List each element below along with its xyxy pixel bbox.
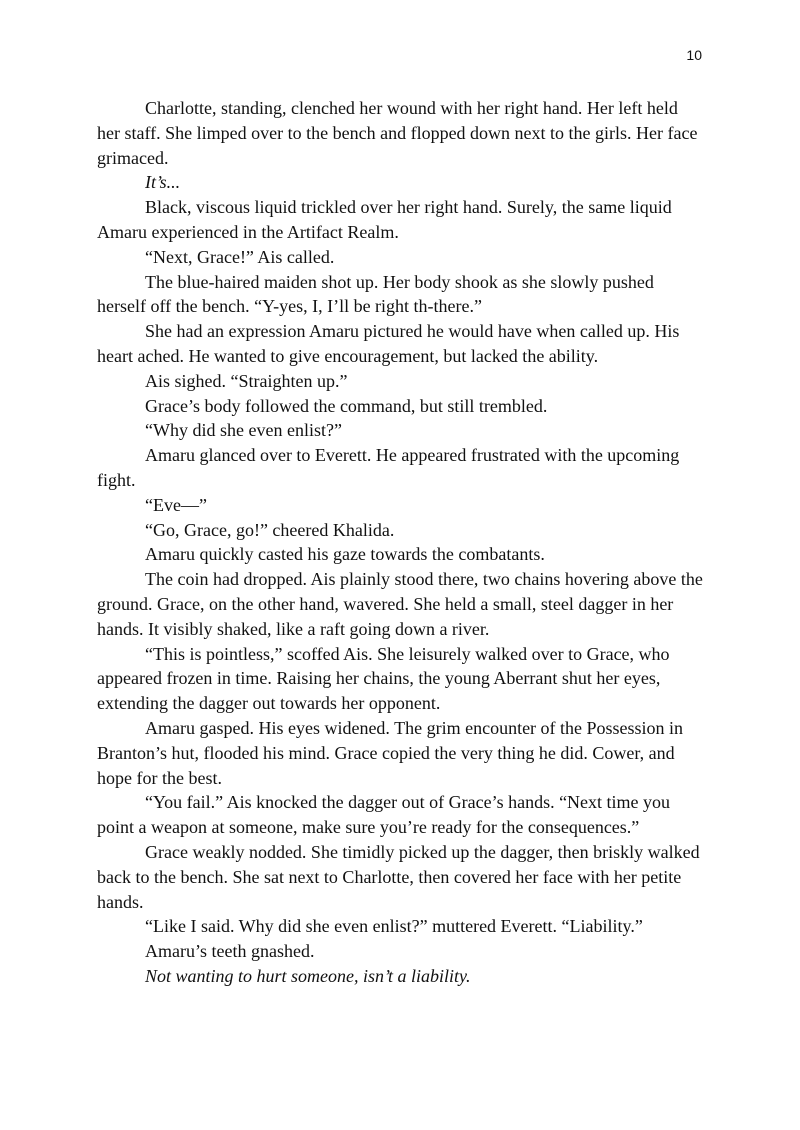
- paragraph: Amaru glanced over to Everett. He appeared frustrated with the upcoming fight.: [97, 445, 680, 490]
- paragraph: It’s...: [145, 172, 181, 193]
- paragraph: “Go, Grace, go!” cheered Khalida.: [145, 519, 395, 540]
- paragraph: “You fail.” Ais knocked the dagger out of Grace’s hands. “Next time you point a weapon at someone, make sure you’re ready for the consequences.”: [97, 792, 671, 838]
- paragraph: “This is pointless,” scoffed Ais. She leisurely walked over to Grace, who appeared frozen in time. Raising her chains, the young Aberrant shut her eyes, extending the dagger out towards her opponent.: [97, 643, 670, 714]
- paragraph: She had an expression Amaru pictured he would have when called up. His heart ached. He wanted to give encouragement, but lacked the ability.: [97, 321, 680, 366]
- paragraph: The coin had dropped. Ais plainly stood there, two chains hovering above the ground. Grace, on the other hand, wavered. She held a small, steel dagger in her hands. It visibly shaked, like a raft going down a river.: [97, 569, 703, 639]
- paragraph: “Next, Grace!” Ais called.: [145, 246, 335, 267]
- paragraph: Black, viscous liquid trickled over her right hand. Surely, the same liquid Amaru experienced in the Artifact Realm.: [97, 197, 672, 242]
- paragraph: “Eve—”: [145, 494, 207, 515]
- page-number: 10: [686, 47, 702, 63]
- paragraph: The blue-haired maiden shot up. Her body shook as she slowly pushed herself off the bench. “Y-yes, I, I’ll be right th-there.”: [97, 271, 654, 317]
- paragraph: Amaru’s teeth gnashed.: [145, 941, 315, 962]
- paragraph: Ais sighed. “Straighten up.”: [145, 370, 348, 391]
- paragraph: Amaru gasped. His eyes widened. The grim encounter of the Possession in Branton’s hut, flooded his mind. Grace copied the very thing he did. Cower, and hope for the best.: [97, 717, 684, 788]
- paragraph: Grace weakly nodded. She timidly picked up the dagger, then briskly walked back to the bench. She sat next to Charlotte, then covered her face with her petite hands.: [97, 841, 700, 912]
- paragraph: “Why did she even enlist?”: [145, 420, 342, 441]
- paragraph: Not wanting to hurt someone, isn’t a liability.: [145, 965, 471, 986]
- paragraph: “Like I said. Why did she even enlist?” muttered Everett. “Liability.”: [145, 916, 643, 937]
- paragraph: Charlotte, standing, clenched her wound with her right hand. Her left held her staff. She limped over to the bench and flopped down next to the girls. Her face grimaced.: [97, 98, 698, 168]
- paragraph: Grace’s body followed the command, but still trembled.: [145, 395, 548, 416]
- body-text: [97, 96, 705, 989]
- paragraph: Amaru quickly casted his gaze towards the combatants.: [145, 544, 545, 565]
